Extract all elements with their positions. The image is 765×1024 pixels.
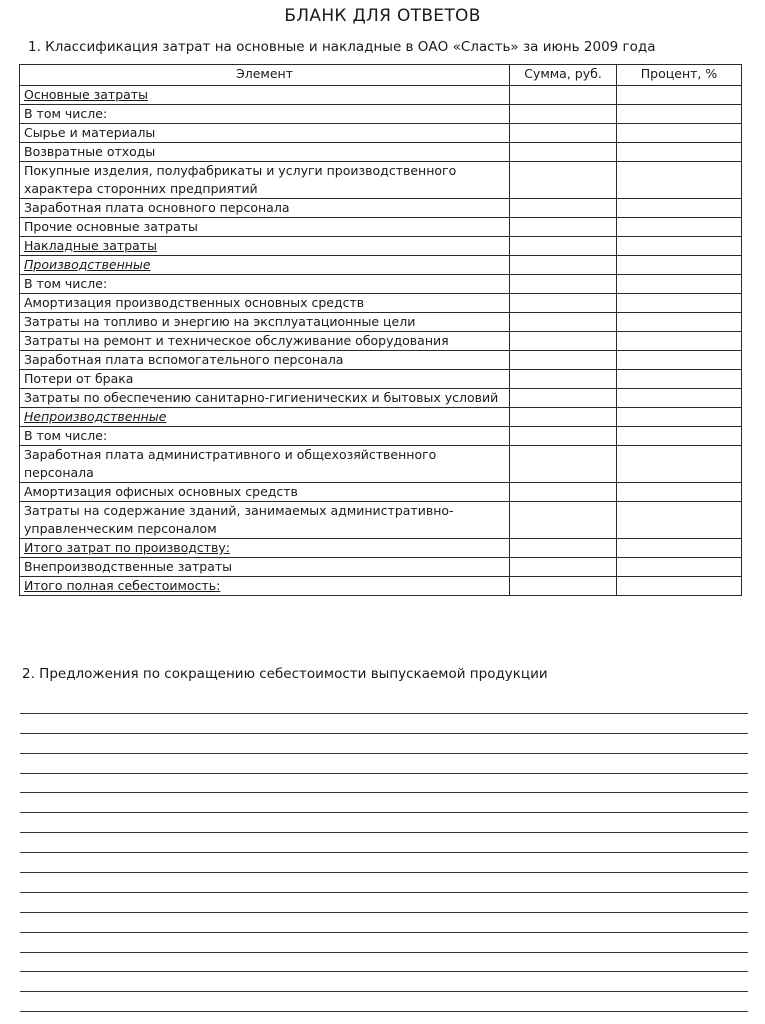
- amount-input-cell[interactable]: [510, 86, 617, 105]
- answer-line[interactable]: [20, 972, 748, 992]
- percent-input-cell[interactable]: [617, 332, 742, 351]
- percent-input-cell[interactable]: [617, 199, 742, 218]
- table-row: [20, 427, 742, 446]
- answer-line[interactable]: [20, 793, 748, 813]
- table-row: [20, 502, 742, 539]
- amount-input-cell[interactable]: [510, 124, 617, 143]
- row-label-cell: [20, 294, 510, 313]
- row-label: В том числе:: [24, 428, 108, 443]
- table-row: [20, 256, 742, 275]
- row-label-cell: [20, 162, 510, 199]
- answer-line[interactable]: [20, 714, 748, 734]
- answer-line[interactable]: [20, 873, 748, 893]
- table-row: [20, 162, 742, 199]
- table-row: [20, 237, 742, 256]
- row-label: В том числе:: [24, 276, 108, 291]
- answer-line[interactable]: [20, 893, 748, 913]
- table-row: [20, 370, 742, 389]
- amount-input-cell[interactable]: [510, 275, 617, 294]
- row-label: Непроизводственные: [24, 409, 167, 424]
- row-label-cell: [20, 313, 510, 332]
- section-1-heading: 1. Классификация затрат на основные и накладные в ОАО «Сласть» за июнь 2009 года: [28, 39, 656, 55]
- row-label-cell: [20, 558, 510, 577]
- table-row: [20, 313, 742, 332]
- table-row: [20, 332, 742, 351]
- amount-input-cell[interactable]: [510, 162, 617, 199]
- row-label-cell: [20, 332, 510, 351]
- amount-input-cell[interactable]: [510, 313, 617, 332]
- section-2-heading: 2. Предложения по сокращению себестоимости выпускаемой продукции: [22, 666, 548, 682]
- table-row: [20, 389, 742, 408]
- table-row: [20, 86, 742, 105]
- table-row: [20, 446, 742, 483]
- row-label: Заработная плата основного персонала: [24, 200, 290, 215]
- percent-input-cell[interactable]: [617, 294, 742, 313]
- table-row: [20, 275, 742, 294]
- percent-input-cell[interactable]: [617, 237, 742, 256]
- row-label: Затраты на содержание зданий, занимаемых административно-управленческим персоналом: [24, 503, 454, 536]
- answer-line[interactable]: [20, 992, 748, 1012]
- row-label: Заработная плата административного и общехозяйственного персонала: [24, 447, 437, 480]
- row-label: Внепроизводственные затраты: [24, 559, 233, 574]
- amount-input-cell[interactable]: [510, 294, 617, 313]
- percent-input-cell[interactable]: [617, 86, 742, 105]
- percent-input-cell[interactable]: [617, 389, 742, 408]
- row-label: Заработная плата вспомогательного персонала: [24, 352, 344, 367]
- table-row: [20, 408, 742, 427]
- row-label-cell: [20, 237, 510, 256]
- row-label-cell: [20, 539, 510, 558]
- row-label: Итого затрат по производству:: [24, 540, 231, 555]
- answer-line[interactable]: [20, 933, 748, 953]
- row-label-cell: [20, 256, 510, 275]
- answer-line[interactable]: [20, 833, 748, 853]
- row-label-cell: [20, 124, 510, 143]
- amount-input-cell[interactable]: [510, 370, 617, 389]
- amount-input-cell[interactable]: [510, 427, 617, 446]
- row-label: В том числе:: [24, 106, 108, 121]
- column-header-percent: Процент, %: [617, 65, 742, 86]
- row-label-cell: [20, 86, 510, 105]
- row-label: Амортизация офисных основных средств: [24, 484, 298, 499]
- amount-input-cell[interactable]: [510, 105, 617, 124]
- percent-input-cell[interactable]: [617, 275, 742, 294]
- percent-input-cell[interactable]: [617, 558, 742, 577]
- row-label-cell: [20, 577, 510, 596]
- row-label: Производственные: [24, 257, 151, 272]
- row-label-cell: [20, 105, 510, 124]
- percent-input-cell[interactable]: [617, 162, 742, 199]
- row-label-cell: [20, 143, 510, 162]
- row-label: Амортизация производственных основных средств: [24, 295, 365, 310]
- table-row: [20, 577, 742, 596]
- amount-input-cell[interactable]: [510, 237, 617, 256]
- answer-line[interactable]: [20, 953, 748, 973]
- amount-input-cell[interactable]: [510, 199, 617, 218]
- row-label-cell: [20, 199, 510, 218]
- percent-input-cell[interactable]: [617, 408, 742, 427]
- table-row: [20, 124, 742, 143]
- answer-line[interactable]: [20, 694, 748, 714]
- percent-input-cell[interactable]: [617, 370, 742, 389]
- amount-input-cell[interactable]: [510, 332, 617, 351]
- table-body: [20, 86, 742, 596]
- percent-input-cell[interactable]: [617, 539, 742, 558]
- amount-input-cell[interactable]: [510, 558, 617, 577]
- row-label: Затраты на ремонт и техническое обслуживание оборудования: [24, 333, 449, 348]
- row-label-cell: [20, 427, 510, 446]
- table-row: [20, 143, 742, 162]
- row-label: Затраты на топливо и энергию на эксплуатационные цели: [24, 314, 416, 329]
- row-label-cell: [20, 446, 510, 483]
- cost-classification-table: [19, 64, 742, 596]
- table-row: [20, 199, 742, 218]
- table-row: [20, 351, 742, 370]
- amount-input-cell[interactable]: [510, 143, 617, 162]
- answer-line[interactable]: [20, 913, 748, 933]
- amount-input-cell[interactable]: [510, 577, 617, 596]
- amount-input-cell[interactable]: [510, 483, 617, 502]
- amount-input-cell[interactable]: [510, 408, 617, 427]
- row-label-cell: [20, 218, 510, 237]
- amount-input-cell[interactable]: [510, 256, 617, 275]
- table-row: [20, 483, 742, 502]
- row-label: Покупные изделия, полуфабрикаты и услуги производственного характера сторонних предприятий: [24, 163, 457, 196]
- row-label: Затраты по обеспечению санитарно-гигиенических и бытовых условий: [24, 390, 499, 405]
- percent-input-cell[interactable]: [617, 483, 742, 502]
- row-label: Итого полная себестоимость:: [24, 578, 221, 593]
- amount-input-cell[interactable]: [510, 218, 617, 237]
- table-row: [20, 294, 742, 313]
- row-label: Сырье и материалы: [24, 125, 156, 140]
- table-row: [20, 539, 742, 558]
- percent-input-cell[interactable]: [617, 351, 742, 370]
- row-label: Возвратные отходы: [24, 144, 156, 159]
- percent-input-cell[interactable]: [617, 577, 742, 596]
- amount-input-cell[interactable]: [510, 351, 617, 370]
- table-row: [20, 105, 742, 124]
- answer-line[interactable]: [20, 754, 748, 774]
- percent-input-cell[interactable]: [617, 105, 742, 124]
- row-label-cell: [20, 389, 510, 408]
- percent-input-cell[interactable]: [617, 143, 742, 162]
- amount-input-cell[interactable]: [510, 502, 617, 539]
- table-row: [20, 558, 742, 577]
- answer-line[interactable]: [20, 813, 748, 833]
- percent-input-cell[interactable]: [617, 124, 742, 143]
- row-label: Накладные затраты: [24, 238, 157, 253]
- row-label-cell: [20, 408, 510, 427]
- amount-input-cell[interactable]: [510, 389, 617, 408]
- page-title: БЛАНК ДЛЯ ОТВЕТОВ: [284, 6, 481, 26]
- percent-input-cell[interactable]: [617, 218, 742, 237]
- column-header-amount: Сумма, руб.: [510, 65, 617, 86]
- amount-input-cell[interactable]: [510, 446, 617, 483]
- row-label: Прочие основные затраты: [24, 219, 198, 234]
- percent-input-cell[interactable]: [617, 313, 742, 332]
- answer-line[interactable]: [20, 853, 748, 873]
- row-label: Потери от брака: [24, 371, 134, 386]
- table-row: [20, 218, 742, 237]
- column-header-element: Элемент: [20, 65, 510, 86]
- row-label-cell: [20, 502, 510, 539]
- amount-input-cell[interactable]: [510, 539, 617, 558]
- row-label-cell: [20, 351, 510, 370]
- answer-lines: [20, 694, 748, 1012]
- row-label-cell: [20, 370, 510, 389]
- answer-line[interactable]: [20, 734, 748, 754]
- table-header-row: [20, 65, 742, 86]
- percent-input-cell[interactable]: [617, 446, 742, 483]
- answer-line[interactable]: [20, 774, 748, 794]
- row-label: Основные затраты: [24, 87, 148, 102]
- percent-input-cell[interactable]: [617, 256, 742, 275]
- percent-input-cell[interactable]: [617, 427, 742, 446]
- row-label-cell: [20, 275, 510, 294]
- row-label-cell: [20, 483, 510, 502]
- percent-input-cell[interactable]: [617, 502, 742, 539]
